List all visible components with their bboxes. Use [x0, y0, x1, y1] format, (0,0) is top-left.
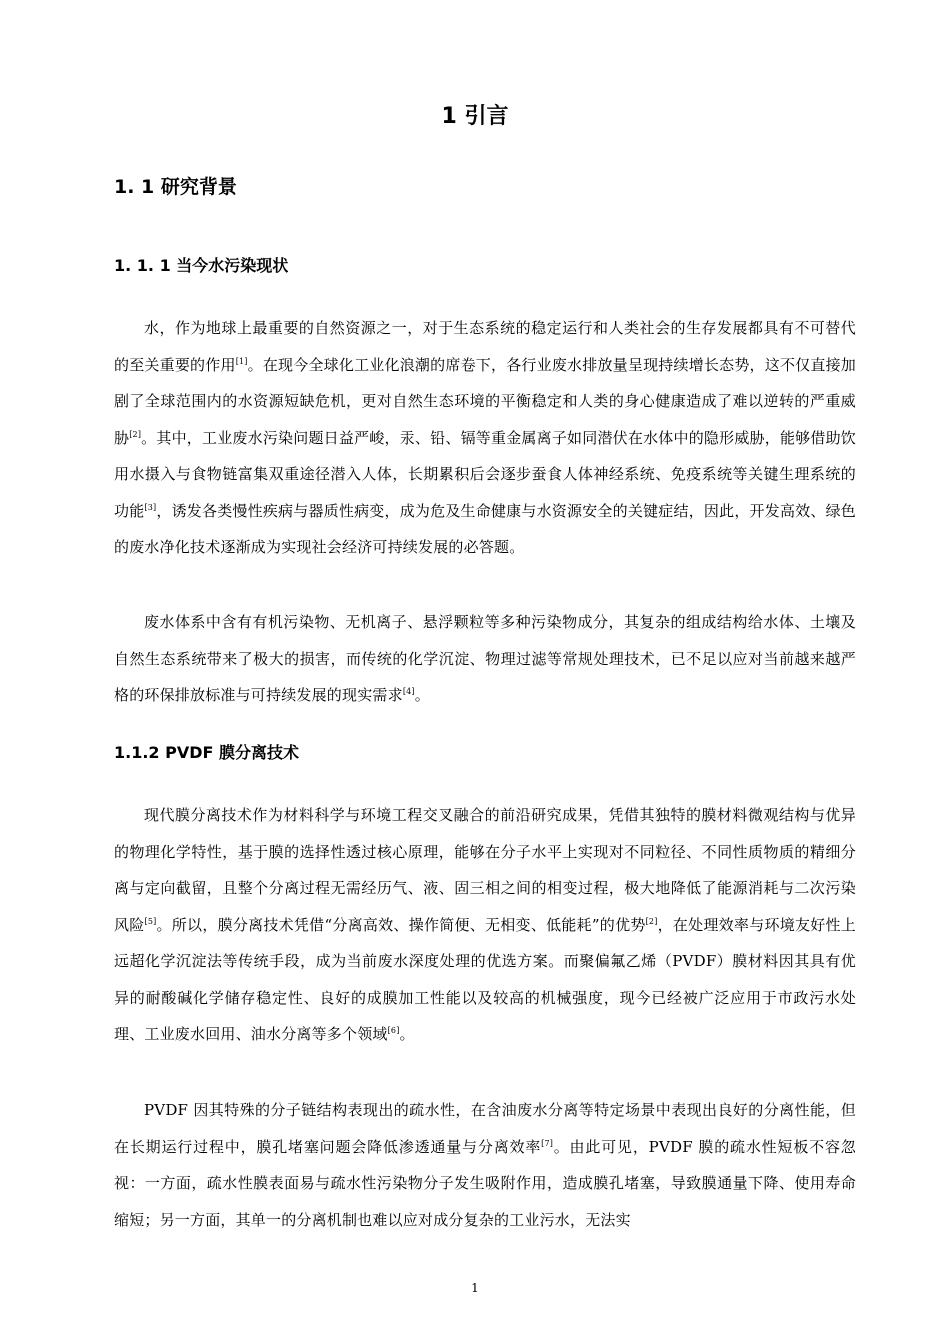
- citation-ref: [5]: [144, 916, 157, 926]
- section-heading-1-1-2: 1.1.2 PVDF 膜分离技术: [114, 743, 300, 762]
- citation-ref: [4]: [402, 687, 415, 696]
- paragraph-text: 现代膜分离技术作为材料科学与环境工程交叉融合的前沿研究成果，凭借其独特的膜材料微观结构与优异的物理化学特性，基于膜的选择性透过核心原理，能够在分子水平上实现对不同粒径、不同性质物质的精细分离与定向截留，且整个分离过程无需经历气、液、固三相之间的相变过程，极大地降低了能源消耗与二次污染风险: [114, 806, 856, 934]
- paragraph-text: 。: [399, 1025, 415, 1043]
- paragraph-membrane-separation: [114, 797, 856, 1053]
- section-heading-1-1: 1. 1 研究背景: [114, 176, 237, 198]
- paragraph-text: ，诱发各类慢性疾病与器质性病变，成为危及生命健康与水资源安全的关键症结，因此，开发高效、绿色的废水净化技术逐渐成为实现社会经济可持续发展的必答题。: [114, 501, 856, 556]
- citation-ref: [3]: [144, 502, 157, 512]
- paragraph-wastewater-system: [114, 604, 856, 714]
- citation-ref: [2]: [645, 916, 658, 926]
- citation-ref: [1]: [235, 356, 248, 366]
- chapter-title: 1 引言: [441, 104, 509, 129]
- paragraph-text: ，在处理效率与环境友好性上远超化学沉淀法等传统手段，成为当前废水深度处理的优选方案。而聚偏氟乙烯（PVDF）膜材料因其具有优异的耐酸碱化学储存稳定性、良好的成膜加工性能以及较高的机械强度，现今已经被广泛应用于市政污水处理、工业废水回用、油水分离等多个领域: [114, 915, 856, 1043]
- paragraph-pvdf-hydrophobicity: [114, 1092, 856, 1238]
- paragraph-water-pollution: [114, 310, 856, 566]
- paragraph-text: 水，作为地球上最重要的自然资源之一，对于生态系统的稳定运行和人类社会的生存发展都具有不可替代的至关重要的作用: [114, 319, 856, 374]
- paragraph-text: 。其中，工业废水污染问题日益严峻，汞、铅、镉等重金属离子如同潜伏在水体中的隐形威胁，能够借助饮用水摄入与食物链富集双重途径潜入人体，长期累积后会逐步蚕食人体神经系统、免疫系统等关键生理系统的功能: [114, 428, 857, 520]
- paragraph-text: 废水体系中含有有机污染物、无机离子、悬浮颗粒等多种污染物成分，其复杂的组成结构给水体、土壤及自然生态系统带来了极大的损害，而传统的化学沉淀、物理过滤等常规处理技术，已不足以应对当前越来越严格的环保排放标准与可持续发展的现实需求: [114, 613, 856, 704]
- paragraph-text: 。在现今全球化工业化浪潮的席卷下，各行业废水排放量呈现持续增长态势，这不仅直接加剧了全球范围内的水资源短缺危机，更对自然生态环境的平衡稳定和人类的身心健康造成了难以逆转的严重威胁: [114, 355, 856, 447]
- citation-ref: [7]: [541, 1138, 554, 1148]
- paragraph-text: PVDF 因其特殊的分子链结构表现出的疏水性，在含油废水分离等特定场景中表现出良好的分离性能，但在长期运行过程中，膜孔堵塞问题会降低渗透通量与分离效率: [114, 1101, 856, 1156]
- citation-ref: [6]: [387, 1026, 400, 1035]
- page-number: 1: [471, 1281, 479, 1295]
- paragraph-text: 。由此可见，PVDF 膜的疏水性短板不容忽视：一方面，疏水性膜表面易与疏水性污染物分子发生吸附作用，造成膜孔堵塞，导致膜通量下降、使用寿命缩短；另一方面，其单一的分离机制也难以应对成分复杂的工业污水，无法实: [114, 1137, 856, 1229]
- section-heading-1-1-1: 1. 1. 1 当今水污染现状: [114, 256, 289, 275]
- paragraph-text: 。: [414, 686, 430, 704]
- citation-ref: [2]: [129, 429, 142, 439]
- paragraph-text: 。所以，膜分离技术凭借“分离高效、操作简便、无相变、低能耗”的优势: [156, 915, 646, 934]
